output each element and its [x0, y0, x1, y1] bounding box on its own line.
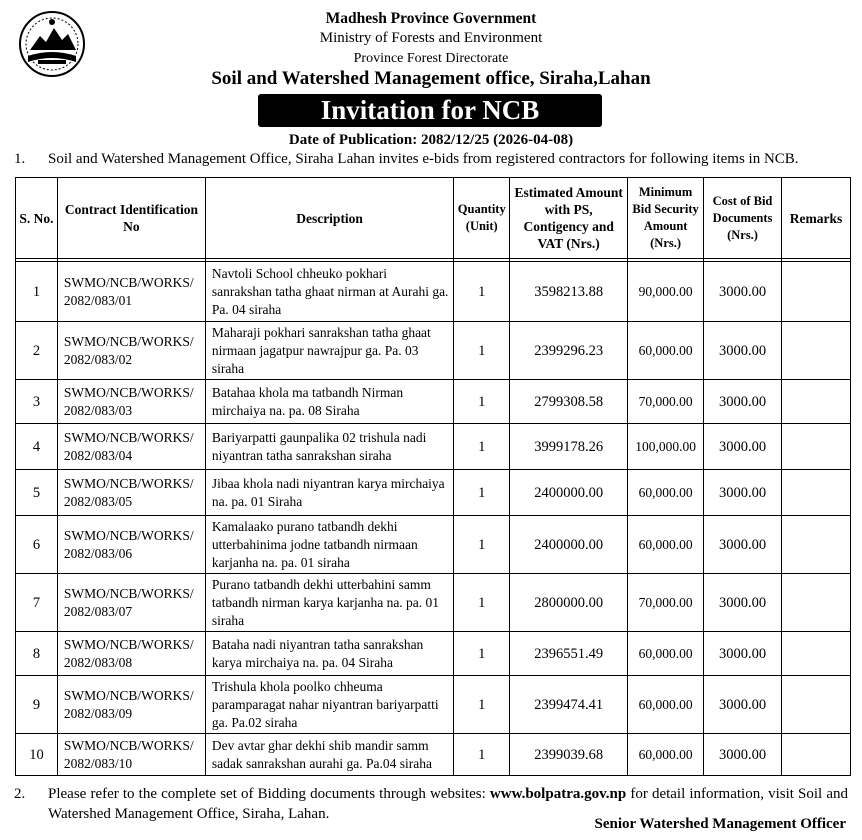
row-quantity: 1: [454, 262, 510, 322]
bolpatra-link[interactable]: www.bolpatra.gov.np: [489, 786, 627, 802]
row-bid-security: 70,000.00: [628, 380, 704, 424]
row-bid-doc-cost: 3000.00: [704, 322, 782, 380]
row-remarks: [782, 424, 851, 470]
row-quantity: 1: [454, 380, 510, 424]
row-remarks: [782, 574, 851, 632]
header-office: Soil and Watershed Management office, Siraha,Lahan: [211, 68, 651, 89]
row-quantity: 1: [454, 676, 510, 734]
row-remarks: [782, 322, 851, 380]
row-contract-id: SWMO/NCB/WORKS/ 2082/083/10: [57, 734, 205, 776]
row-bid-doc-cost: 3000.00: [704, 424, 782, 470]
row-sn: 4: [16, 424, 58, 470]
row-bid-security: 60,000.00: [628, 470, 704, 516]
row-estimated-amount: 2800000.00: [510, 574, 628, 632]
row-sn: 6: [16, 516, 58, 574]
row-sn: 3: [16, 380, 58, 424]
row-bid-security: 60,000.00: [628, 516, 704, 574]
header-directorate: Province Forest Directorate: [353, 51, 509, 66]
row-contract-id: SWMO/NCB/WORKS/ 2082/083/09: [57, 676, 205, 734]
table-row: [16, 470, 851, 516]
row-description: Batahaa khola ma tatbandh Nirman mirchaiya na. pa. 08 Siraha: [205, 380, 453, 424]
row-sn: 10: [16, 734, 58, 776]
row-quantity: 1: [454, 632, 510, 676]
row-estimated-amount: 2396551.49: [510, 632, 628, 676]
row-description: Navtoli School chheuko pokhari sanrakshan tatha ghaat nirman at Aurahi ga. Pa. 04 siraha: [205, 262, 453, 322]
row-contract-id: SWMO/NCB/WORKS/ 2082/083/04: [57, 424, 205, 470]
row-description: Bariyarpatti gaunpalika 02 trishula nadi niyantran tatha sanrakshan siraha: [205, 424, 453, 470]
row-bid-security: 100,000.00: [628, 424, 704, 470]
header-bid-security: Minimum Bid Security Amount (Nrs.): [628, 178, 704, 259]
header-contract-id: Contract Identification No: [57, 178, 205, 259]
row-estimated-amount: 2399474.41: [510, 676, 628, 734]
header-remarks: Remarks: [782, 178, 851, 259]
row-bid-doc-cost: 3000.00: [704, 734, 782, 776]
row-remarks: [782, 734, 851, 776]
row-remarks: [782, 676, 851, 734]
row-bid-security: 60,000.00: [628, 322, 704, 380]
row-sn: 5: [16, 470, 58, 516]
table-row: [16, 322, 851, 380]
row-bid-doc-cost: 3000.00: [704, 676, 782, 734]
signature-title: Senior Watershed Management Officer: [594, 816, 846, 832]
row-bid-security: 90,000.00: [628, 262, 704, 322]
row-bid-doc-cost: 3000.00: [704, 574, 782, 632]
row-description: Dev avtar ghar dekhi shib mandir samm sadak sanrakshan aurahi ga. Pa.04 siraha: [205, 734, 453, 776]
row-contract-id: SWMO/NCB/WORKS/ 2082/083/08: [57, 632, 205, 676]
row-bid-doc-cost: 3000.00: [704, 632, 782, 676]
table-row: [16, 734, 851, 776]
row-quantity: 1: [454, 470, 510, 516]
row-bid-security: 60,000.00: [628, 734, 704, 776]
refer-text-after: for detail information, visit Soil and Watershed Management Office, Siraha, Lahan.: [48, 786, 849, 822]
row-estimated-amount: 2400000.00: [510, 470, 628, 516]
intro-paragraph: [14, 151, 799, 168]
header-description: Description: [205, 178, 453, 259]
row-description: Trishula khola poolko chheuma paramparagat nahar niyantran bariyarpatti ga. Pa.02 siraha: [205, 676, 453, 734]
row-quantity: 1: [454, 424, 510, 470]
row-estimated-amount: 2399296.23: [510, 322, 628, 380]
table-row: [16, 516, 851, 574]
header-estimated-amount: Estimated Amount with PS, Contigency and VAT (Nrs.): [510, 178, 628, 259]
row-sn: 8: [16, 632, 58, 676]
row-estimated-amount: 3598213.88: [510, 262, 628, 322]
row-contract-id: SWMO/NCB/WORKS/ 2082/083/07: [57, 574, 205, 632]
row-bid-doc-cost: 3000.00: [704, 380, 782, 424]
row-quantity: 1: [454, 734, 510, 776]
row-remarks: [782, 262, 851, 322]
row-sn: 9: [16, 676, 58, 734]
row-estimated-amount: 2799308.58: [510, 380, 628, 424]
publication-date: Date of Publication: 2082/12/25 (2026-04-08): [288, 132, 574, 148]
row-estimated-amount: 2400000.00: [510, 516, 628, 574]
row-quantity: 1: [454, 516, 510, 574]
row-bid-doc-cost: 3000.00: [704, 262, 782, 322]
row-remarks: [782, 516, 851, 574]
row-description: Kamalaako purano tatbandh dekhi utterbahinima jodne tatbandh nirmaan karjanha na. pa. 01 siraha: [205, 516, 453, 574]
header-bid-doc-cost: Cost of Bid Documents (Nrs.): [704, 178, 782, 259]
row-contract-id: SWMO/NCB/WORKS/ 2082/083/06: [57, 516, 205, 574]
row-quantity: 1: [454, 574, 510, 632]
row-bid-security: 60,000.00: [628, 676, 704, 734]
notice-title-banner: Invitation for NCB: [258, 94, 602, 127]
table-row: [16, 262, 851, 322]
row-quantity: 1: [454, 322, 510, 380]
row-description: Bataha nadi niyantran tatha sanrakshan karya mirchaiya na. pa. 04 Siraha: [205, 632, 453, 676]
intro-text: Soil and Watershed Management Office, Siraha Lahan invites e-bids from registered contractors for following items in NCB.: [48, 151, 799, 167]
row-sn: 7: [16, 574, 58, 632]
row-remarks: [782, 632, 851, 676]
row-bid-security: 70,000.00: [628, 574, 704, 632]
row-contract-id: SWMO/NCB/WORKS/ 2082/083/02: [57, 322, 205, 380]
row-sn: 1: [16, 262, 58, 322]
table-row: [16, 676, 851, 734]
paragraph-number: 1.: [14, 151, 26, 167]
table-row: [16, 380, 851, 424]
row-estimated-amount: 3999178.26: [510, 424, 628, 470]
header-government: Madhesh Province Government: [325, 10, 537, 27]
header-quantity: Quantity (Unit): [454, 178, 510, 259]
row-estimated-amount: 2399039.68: [510, 734, 628, 776]
bid-items-table: [15, 177, 851, 776]
table-row: [16, 574, 851, 632]
row-description: Maharaji pokhari sanrakshan tatha ghaat nirmaan jagatpur nawrajpur ga. Pa. 03 siraha: [205, 322, 453, 380]
row-bid-doc-cost: 3000.00: [704, 470, 782, 516]
refer-text-before: Please refer to the complete set of Bidding documents through websites:: [48, 786, 490, 802]
row-description: Purano tatbandh dekhi utterbahini samm tatbandh nirman karya karjanha na. pa. 01 siraha: [205, 574, 453, 632]
row-remarks: [782, 470, 851, 516]
row-bid-security: 60,000.00: [628, 632, 704, 676]
row-remarks: [782, 380, 851, 424]
row-sn: 2: [16, 322, 58, 380]
table-row: [16, 424, 851, 470]
row-contract-id: SWMO/NCB/WORKS/ 2082/083/03: [57, 380, 205, 424]
row-bid-doc-cost: 3000.00: [704, 516, 782, 574]
row-contract-id: SWMO/NCB/WORKS/ 2082/083/05: [57, 470, 205, 516]
header-ministry: Ministry of Forests and Environment: [319, 30, 543, 46]
table-row: [16, 632, 851, 676]
row-description: Jibaa khola nadi niyantran karya mirchaiya na. pa. 01 Siraha: [205, 470, 453, 516]
row-contract-id: SWMO/NCB/WORKS/ 2082/083/01: [57, 262, 205, 322]
paragraph-number: 2.: [14, 786, 26, 802]
header-sn: S. No.: [16, 178, 58, 259]
